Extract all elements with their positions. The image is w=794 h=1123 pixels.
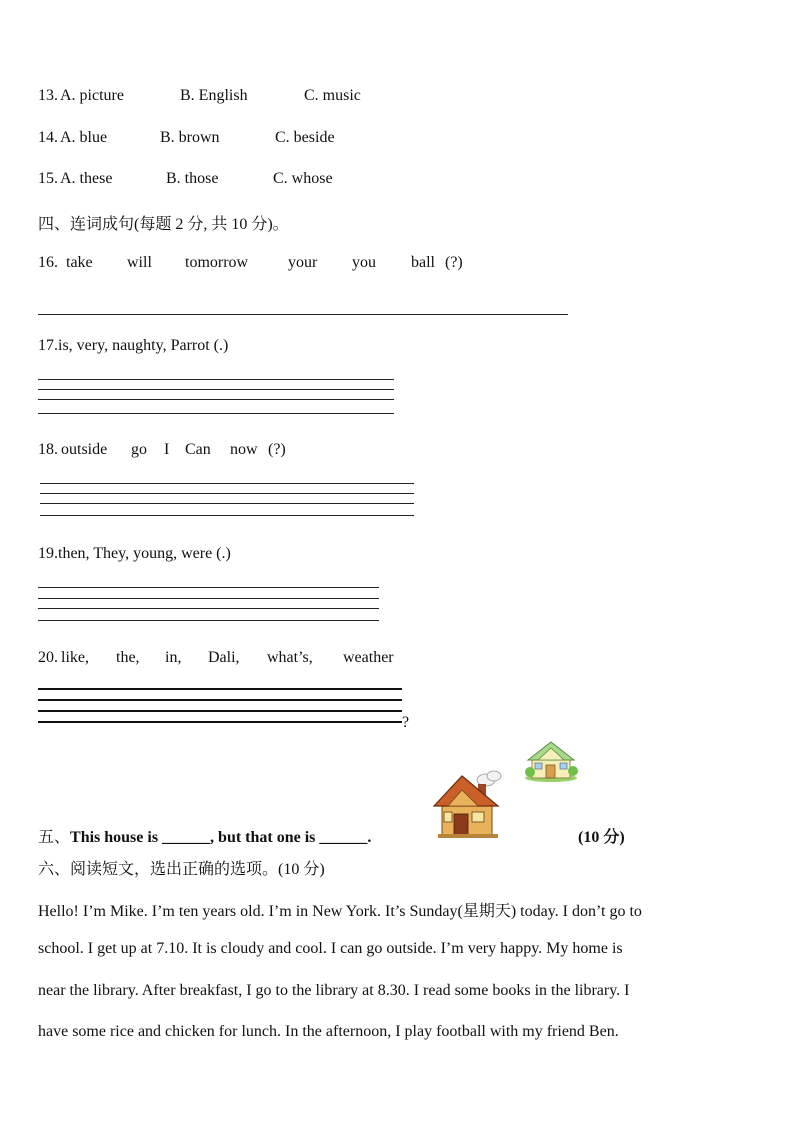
option-c: C. whose	[273, 170, 333, 187]
question-17: 17.is, very, naughty, Parrot (.)	[38, 337, 229, 354]
question-number: 15.	[38, 170, 58, 187]
answer-line[interactable]	[40, 515, 414, 516]
option-b: B. English	[180, 87, 248, 104]
answer-line[interactable]	[40, 493, 414, 494]
question-number: 14.	[38, 129, 58, 146]
word: tomorrow	[185, 254, 249, 271]
section-5	[38, 824, 371, 847]
word: will	[127, 254, 152, 271]
question-13	[38, 87, 438, 109]
question-number: 13.	[38, 87, 58, 104]
word: take	[66, 254, 93, 271]
option-c: C. music	[304, 87, 361, 104]
section-6-title: 六、阅读短文，选出正确的选项。(10 分)	[38, 861, 325, 878]
answer-line[interactable]	[40, 503, 414, 504]
answer-line[interactable]	[38, 587, 379, 588]
answer-line[interactable]	[38, 598, 379, 599]
answer-line[interactable]	[40, 483, 414, 484]
section-5-score: (10 分)	[578, 829, 625, 846]
answer-line[interactable]	[38, 608, 379, 609]
word: your	[288, 254, 318, 271]
option-b: B. those	[166, 170, 219, 187]
passage-line-1: Hello! I’m Mike. I’m ten years old. I’m in New York. It’s Sunday(星期天) today. I don’t go to	[38, 903, 642, 920]
option-a: A. picture	[60, 87, 124, 104]
section-5-sentence: This house is ______, but that one is ______.	[70, 829, 372, 846]
question-20	[38, 649, 438, 671]
passage-line-3: near the library. After breakfast, I go to the library at 8.30. I read some books in the library. I	[38, 982, 630, 999]
option-c: C. beside	[275, 129, 335, 146]
answer-line[interactable]	[38, 699, 402, 701]
word: (?)	[445, 254, 463, 271]
question-16	[38, 254, 558, 276]
word: outside	[61, 441, 108, 458]
question-number: 18.	[38, 441, 58, 458]
word: go	[131, 441, 147, 458]
question-mark: ?	[402, 714, 410, 731]
big-house-icon	[432, 770, 506, 840]
word: now	[230, 441, 258, 458]
word: (?)	[268, 441, 286, 458]
word: in,	[165, 649, 182, 666]
answer-line[interactable]	[38, 314, 568, 315]
question-18	[38, 441, 338, 463]
word: Can	[185, 441, 211, 458]
answer-line[interactable]	[38, 399, 394, 400]
word: the,	[116, 649, 140, 666]
small-house-icon	[524, 740, 578, 782]
answer-line[interactable]	[38, 413, 394, 414]
answer-line[interactable]	[38, 389, 394, 390]
passage-line-2: school. I get up at 7.10. It is cloudy and cool. I can go outside. I’m very happy. My home is	[38, 940, 623, 957]
answer-line[interactable]	[38, 710, 402, 712]
passage-line-4: have some rice and chicken for lunch. In the afternoon, I play football with my friend Ben.	[38, 1023, 619, 1040]
question-19: 19.then, They, young, were (.)	[38, 545, 231, 562]
word: Dali,	[208, 649, 240, 666]
word: ball	[411, 254, 435, 271]
section-4-title: 四、连词成句(每题 2 分, 共 10 分)。	[38, 216, 289, 233]
answer-line[interactable]	[38, 620, 379, 621]
option-a: A. these	[60, 170, 113, 187]
question-number: 20.	[38, 649, 58, 666]
word: I	[164, 441, 170, 458]
answer-line[interactable]	[38, 721, 402, 723]
question-number: 16.	[38, 254, 58, 271]
question-15	[38, 170, 438, 192]
word: you	[352, 254, 376, 271]
question-14	[38, 129, 438, 151]
option-b: B. brown	[160, 129, 220, 146]
answer-line[interactable]	[38, 688, 402, 690]
section-5-prefix: 五、	[38, 829, 71, 846]
answer-line[interactable]	[38, 379, 394, 380]
word: what’s,	[267, 649, 313, 666]
word: like,	[61, 649, 89, 666]
option-a: A. blue	[60, 129, 108, 146]
word: weather	[343, 649, 394, 666]
